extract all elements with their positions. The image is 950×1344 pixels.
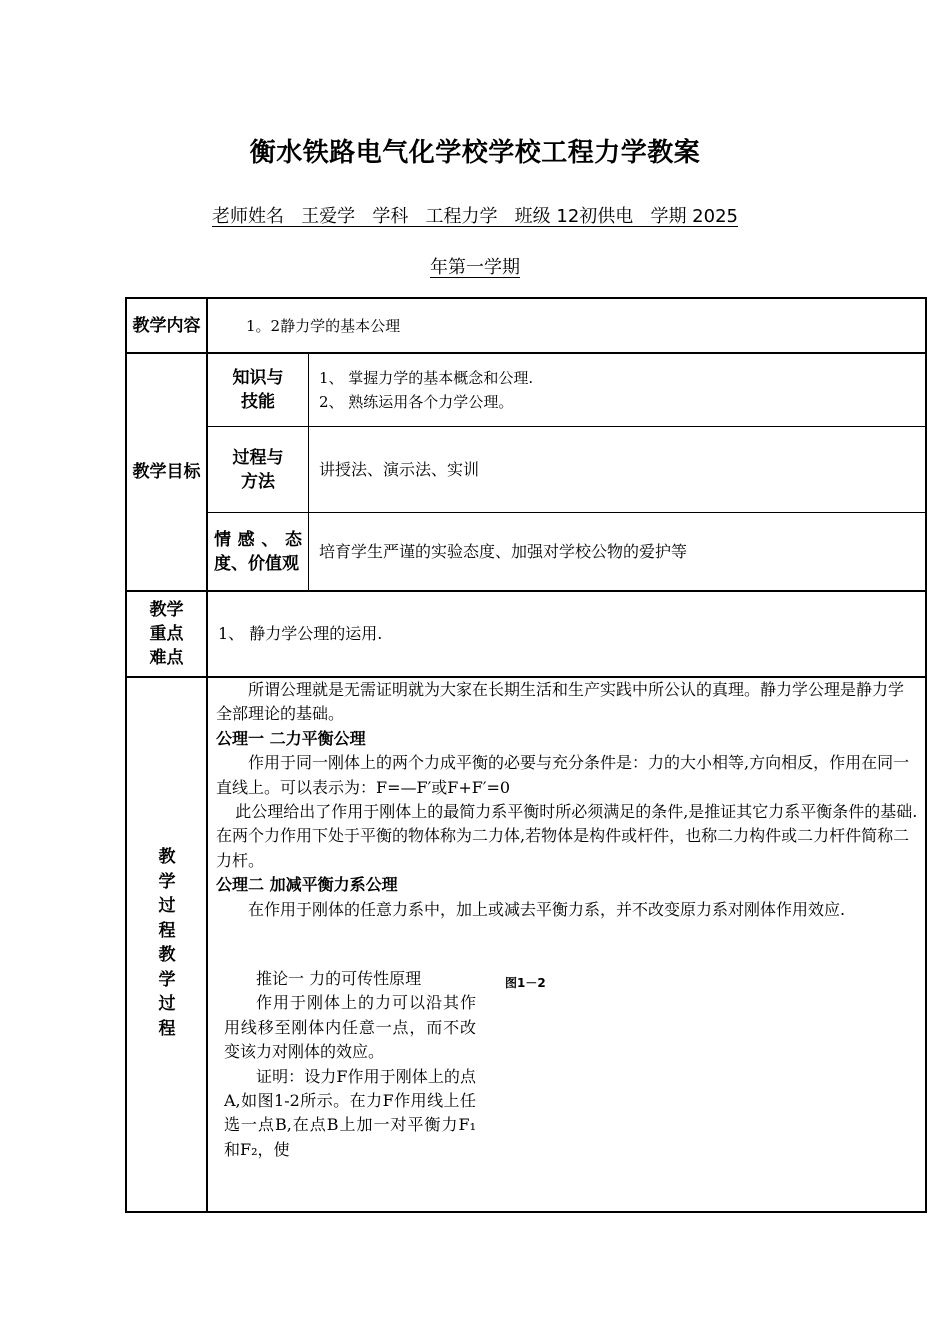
emotion-label: 情感、态度、价值观 xyxy=(214,529,302,574)
figure-caption: 图1－2 xyxy=(505,976,546,990)
content-value: 1。2静力学的基本公理 xyxy=(246,316,401,335)
process-body xyxy=(216,678,918,1211)
intro-paragraph: 所谓公理就是无需证明就为大家在长期生活和生产实践中所公认的真理。静力学公理是静力学全部理论的基础。 xyxy=(216,680,905,724)
axiom1-title: 公理一 二力平衡公理 xyxy=(216,728,366,748)
axiom2-title: 公理二 加减平衡力系公理 xyxy=(216,875,398,895)
process-value: 讲授法、演示法、实训 xyxy=(319,459,480,479)
knowledge-items xyxy=(309,354,925,426)
axiom2-text: 在作用于刚体的任意力系中，加上或减去平衡力系，并不改变原力系对刚体作用效应. xyxy=(248,899,846,919)
corollary-column xyxy=(224,967,476,1162)
content-label: 教学内容 xyxy=(132,315,201,336)
header-info-line-1 xyxy=(0,202,950,228)
knowledge-item: 2、 熟练运用各个力学公理。 xyxy=(319,393,514,411)
lesson-plan-table xyxy=(125,297,927,1213)
process-label: 过程与方法 xyxy=(232,447,284,492)
proof-text: 证明：设力F作用于刚体上的点A,如图1-2所示。在力F作用线上任选一点B,在点B上加一对平衡力F₁和F₂，使 xyxy=(224,1066,476,1159)
key-points-label: 教学重点难点 xyxy=(149,600,184,668)
objectives-label: 教学目标 xyxy=(132,462,201,482)
header-info-line-2 xyxy=(0,253,950,279)
document-title: 衡水铁路电气化学校学校工程力学教案 xyxy=(249,138,701,168)
axiom1-note: 此公理给出了作用于刚体上的最简力系平衡时所必须满足的条件,是推证其它力系平衡条件的基础.在两个力作用下处于平衡的物体称为二力体,若物体是构件或杆件，也称二力构件或二力杆件简称二力杆。 xyxy=(216,802,918,870)
key-points-value: 1、 静力学公理的运用. xyxy=(218,624,383,643)
corollary1-text: 作用于刚体上的力可以沿其作用线移至刚体内任意一点，而不改变该力对刚体的效应。 xyxy=(224,993,476,1062)
axiom1-text: 作用于同一刚体上的两个力成平衡的必要与充分条件是：力的大小相等,方向相反，作用在同一直线上。可以表示为：F=—F′或F+F′=0 xyxy=(216,753,910,797)
header-info-text-1: 老师姓名 王爱学 学科 工程力学 班级 12初供电 学期 2025 xyxy=(212,206,738,227)
knowledge-item: 1、 掌握力学的基本概念和公理. xyxy=(319,369,534,387)
header-info-text-2: 年第一学期 xyxy=(430,257,520,278)
process-section-label: 教学过程教学过程 xyxy=(158,847,176,1039)
emotion-value: 培育学生严谨的实验态度、加强对学校公物的爱护等 xyxy=(319,541,688,561)
corollary1-title: 推论一 力的可传性原理 xyxy=(256,969,422,988)
knowledge-label: 知识与技能 xyxy=(232,368,284,412)
